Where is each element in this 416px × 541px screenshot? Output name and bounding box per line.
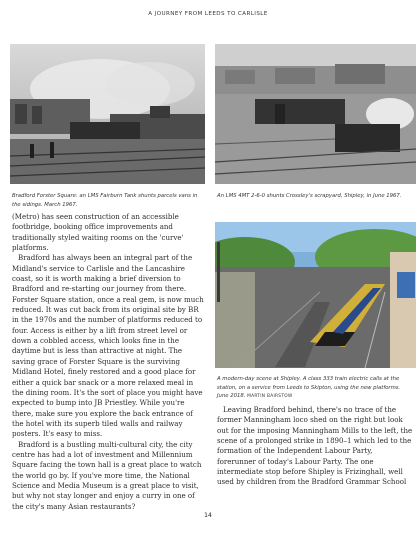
paragraph: Leaving Bradford behind, there's no trace of the former Manningham loco shed on the right but look out for the imposing Manningham Mills to the left, the scene of a prolonged strike in 1890–1 which led to the formation of the Independent Labour Party, forerunner of today's Labour Party. The one intermediate stop before Shipley is Frizinghall, well used by children from the Bradford Grammar School: [217, 405, 413, 487]
paragraph: Bradford is a bustling multi-cultural city, the city centre has had a lot of investment and Millennium Square facing the town hall is a great place to watch the world go by. If you've more time, the National Science and Media Museum is a great place to visit, but why not stay longer and enjoy a curry in one of the city's many Asian restaurants?: [12, 439, 202, 511]
paragraph: Bradford has always been an integral part of the Midland's service to Carlisle and the Lancashire coast, so it is worth making a brief diversion to Bradford and re-starting our journey from there. Forster Square station, once a real gem, is now much reduced. It was cut back from its original site by BR in the 1970s and the number of platforms reduced to four. Access is either by a lift from street level or down a cobbled access, which looks fine in the daytime but is less than attractive at night. The saving grace of Forster Square is the surviving Midland Hotel, finely restored and a good place for either a quick bar snack or a more relaxed meal in the dining room. It's the sort of place you might have expected to bump into JB Priestley. While you're there, make sure you explore the back entrance of the hotel with its superb tiled walls and railway posters. It's easy to miss.: [12, 253, 204, 439]
running-header: A JOURNEY FROM LEEDS TO CARLISLE: [148, 11, 268, 17]
paragraph: (Metro) has seen construction of an accessible footbridge, booking office improvements and traditionally styled waiting rooms on the 'curve' platforms.: [12, 212, 184, 253]
photo-modern-shipley: [215, 222, 416, 368]
page-number: 14: [204, 512, 212, 519]
photo-caption-modern-shipley: [217, 375, 412, 402]
photo-caption-shipley-scrapyard: An LMS 4MT 2-6-0 shunts Crossley's scrapyard, Shipley, in June 1967.: [217, 193, 402, 199]
caption-text: A modern-day scene at Shipley. A class 333 train electric calls at the station, on a service from Leeds to Skipton, using the new platforms. June 2018.: [217, 376, 401, 400]
photo-credit: MARTIN BAIRSTOW: [247, 394, 293, 400]
photo-shipley-scrapyard: [215, 44, 416, 184]
photo-caption-forster-square: Bradford Forster Square: an LMS Fairburn Tank shunts parcels vans in the sidings. March 1967.: [12, 193, 198, 208]
right-column-text: [217, 405, 413, 488]
photo-forster-square: [10, 44, 205, 184]
left-column-text: [12, 212, 205, 512]
